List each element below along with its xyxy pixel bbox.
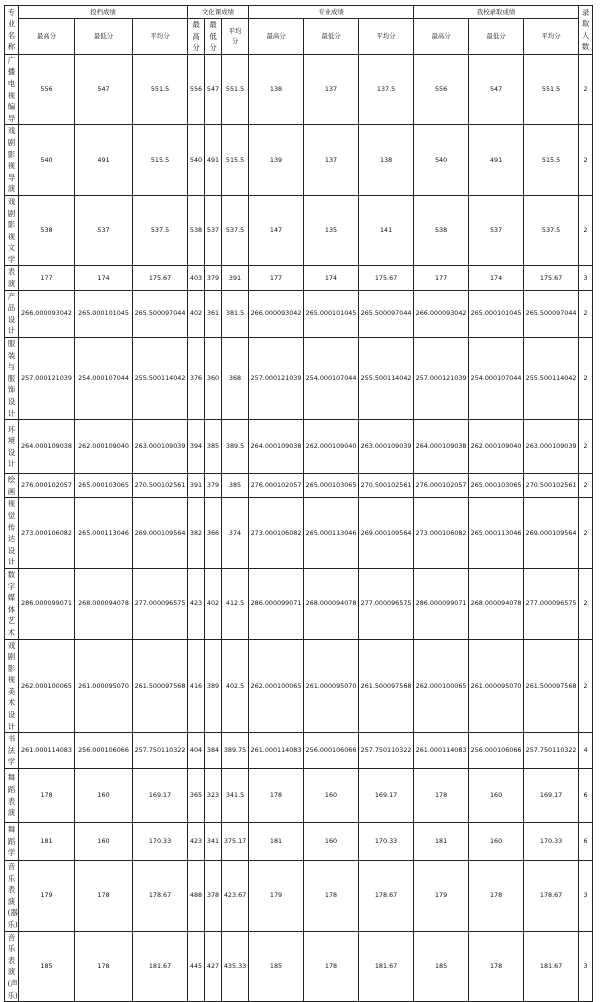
table-row <box>5 290 593 337</box>
wenhua-min-cell: 323 <box>205 769 222 823</box>
luqu-min-cell: 491 <box>469 125 524 196</box>
toudang-min-cell: 256.000106066 <box>75 733 133 769</box>
luqu-max-cell: 540 <box>414 125 469 196</box>
enroll-count-cell: 2 <box>579 420 593 474</box>
toudang-avg-cell: 265.500097044 <box>133 290 188 337</box>
toudang-avg-cell: 277.000096575 <box>133 568 188 639</box>
toudang-max-cell: 276.000102057 <box>19 474 75 498</box>
zhuanye-group-header: 专业成绩 <box>249 6 414 19</box>
wenhua-avg-cell: 551.5 <box>222 54 249 125</box>
luqu-max-cell: 178 <box>414 769 469 823</box>
zhuanye-max-cell: 147 <box>249 195 304 266</box>
luqu-group-header: 我校录取成绩 <box>414 6 579 19</box>
toudang-avg-cell: 169.17 <box>133 769 188 823</box>
luqu-avg-cell: 269.000109564 <box>524 498 579 569</box>
enroll-count-cell: 2 <box>579 568 593 639</box>
score-table-body <box>5 54 593 1001</box>
luqu-avg-cell: 270.500102561 <box>524 474 579 498</box>
luqu-max-cell: 257.000121039 <box>414 338 469 420</box>
luqu-avg-cell: 263.000109039 <box>524 420 579 474</box>
toudang-avg-cell: 261.500097568 <box>133 639 188 733</box>
enroll-count-cell: 2 <box>579 125 593 196</box>
table-row <box>5 474 593 498</box>
luqu-min-cell: 174 <box>469 266 524 290</box>
zhuanye-min-cell: 268.000094078 <box>304 568 359 639</box>
luqu-max-cell: 179 <box>414 861 469 932</box>
toudang-max-cell: 540 <box>19 125 75 196</box>
enroll-count-cell: 6 <box>579 769 593 823</box>
wenhua-min-cell: 360 <box>205 338 222 420</box>
luqu-avg-cell: 175.67 <box>524 266 579 290</box>
table-row <box>5 568 593 639</box>
enroll-count-cell: 2 <box>579 338 593 420</box>
zhuanye-avg-cell: 270.500102561 <box>359 474 414 498</box>
wenhua-max-cell: 402 <box>188 290 205 337</box>
zhuanye-avg-cell: 269.000109564 <box>359 498 414 569</box>
enroll-count-cell: 2 <box>579 54 593 125</box>
toudang-avg-cell: 181.67 <box>133 931 188 1002</box>
zhuanye-avg-cell: 257.750110322 <box>359 733 414 769</box>
toudang-max-cell: 257.000121039 <box>19 338 75 420</box>
luqu-max-cell: 264.000109038 <box>414 420 469 474</box>
wenhua-avg-cell: 537.5 <box>222 195 249 266</box>
toudang-min-cell: 160 <box>75 823 133 861</box>
enroll-count-cell: 2 <box>579 474 593 498</box>
zhuanye-avg-cell: 137.5 <box>359 54 414 125</box>
luqu-min-cell: 265.000113046 <box>469 498 524 569</box>
luqu-avg-cell: 170.33 <box>524 823 579 861</box>
luqu-avg-cell: 181.67 <box>524 931 579 1002</box>
toudang-avg-cell: 269.000109564 <box>133 498 188 569</box>
wenhua-max-cell: 391 <box>188 474 205 498</box>
wenhua-min-cell: 361 <box>205 290 222 337</box>
wenhua-min-header: 最低分 <box>205 19 222 55</box>
toudang-max-cell: 266.000093042 <box>19 290 75 337</box>
luqu-min-cell: 268.000094078 <box>469 568 524 639</box>
zhuanye-avg-cell: 178.67 <box>359 861 414 932</box>
toudang-min-header: 最低分 <box>75 19 133 55</box>
luqu-min-cell: 265.000103065 <box>469 474 524 498</box>
luqu-max-header: 最高分 <box>414 19 469 55</box>
wenhua-min-cell: 402 <box>205 568 222 639</box>
major-name-cell: 舞蹈学 <box>5 823 19 861</box>
toudang-min-cell: 261.000095070 <box>75 639 133 733</box>
wenhua-max-cell: 382 <box>188 498 205 569</box>
luqu-avg-cell: 255.500114042 <box>524 338 579 420</box>
score-table-container <box>4 5 593 1002</box>
table-row <box>5 338 593 420</box>
zhuanye-min-cell: 254.000107044 <box>304 338 359 420</box>
enroll-count-cell: 2 <box>579 639 593 733</box>
toudang-max-cell: 262.000100065 <box>19 639 75 733</box>
luqu-min-cell: 265.000101045 <box>469 290 524 337</box>
luqu-avg-cell: 515.5 <box>524 125 579 196</box>
wenhua-max-cell: 403 <box>188 266 205 290</box>
luqu-max-cell: 276.000102057 <box>414 474 469 498</box>
luqu-max-cell: 556 <box>414 54 469 125</box>
luqu-min-cell: 537 <box>469 195 524 266</box>
luqu-min-cell: 254.000107044 <box>469 338 524 420</box>
enroll-count-cell: 3 <box>579 861 593 932</box>
wenhua-min-cell: 379 <box>205 474 222 498</box>
wenhua-min-cell: 491 <box>205 125 222 196</box>
toudang-avg-cell: 537.5 <box>133 195 188 266</box>
wenhua-avg-header: 平均分 <box>222 19 249 55</box>
zhuanye-avg-cell: 261.500097568 <box>359 639 414 733</box>
zhuanye-min-cell: 262.000109040 <box>304 420 359 474</box>
luqu-min-cell: 256.000106066 <box>469 733 524 769</box>
wenhua-max-cell: 445 <box>188 931 205 1002</box>
zhuanye-min-cell: 178 <box>304 861 359 932</box>
major-name-cell: 环境设计 <box>5 420 19 474</box>
major-name-cell: 表演 <box>5 266 19 290</box>
wenhua-max-cell: 404 <box>188 733 205 769</box>
zhuanye-max-cell: 177 <box>249 266 304 290</box>
toudang-min-cell: 265.000103065 <box>75 474 133 498</box>
wenhua-avg-cell: 374 <box>222 498 249 569</box>
luqu-avg-cell: 261.500097568 <box>524 639 579 733</box>
toudang-max-cell: 179 <box>19 861 75 932</box>
luqu-min-cell: 547 <box>469 54 524 125</box>
toudang-max-cell: 264.000109038 <box>19 420 75 474</box>
enroll-count-cell: 2 <box>579 290 593 337</box>
table-row <box>5 195 593 266</box>
zhuanye-max-cell: 276.000102057 <box>249 474 304 498</box>
wenhua-avg-cell: 368 <box>222 338 249 420</box>
toudang-avg-cell: 270.500102561 <box>133 474 188 498</box>
zhuanye-max-cell: 179 <box>249 861 304 932</box>
table-row <box>5 498 593 569</box>
wenhua-max-cell: 540 <box>188 125 205 196</box>
zhuanye-min-cell: 160 <box>304 823 359 861</box>
table-row <box>5 125 593 196</box>
zhuanye-max-cell: 264.000109038 <box>249 420 304 474</box>
admission-score-table <box>4 5 593 1002</box>
table-row <box>5 769 593 823</box>
toudang-min-cell: 547 <box>75 54 133 125</box>
wenhua-avg-cell: 435.33 <box>222 931 249 1002</box>
toudang-avg-cell: 263.000109039 <box>133 420 188 474</box>
luqu-min-cell: 261.000095070 <box>469 639 524 733</box>
wenhua-min-cell: 378 <box>205 861 222 932</box>
major-name-cell: 产品设计 <box>5 290 19 337</box>
toudang-max-cell: 273.000106082 <box>19 498 75 569</box>
major-name-cell: 戏剧影视导演 <box>5 125 19 196</box>
toudang-avg-cell: 175.67 <box>133 266 188 290</box>
enroll-count-cell: 2 <box>579 195 593 266</box>
toudang-max-cell: 286.000099071 <box>19 568 75 639</box>
zhuanye-max-cell: 257.000121039 <box>249 338 304 420</box>
enroll-count-cell: 6 <box>579 823 593 861</box>
toudang-avg-cell: 257.750110322 <box>133 733 188 769</box>
enroll-count-header: 录取人数 <box>579 6 593 55</box>
toudang-avg-cell: 255.500114042 <box>133 338 188 420</box>
zhuanye-min-cell: 137 <box>304 125 359 196</box>
luqu-max-cell: 273.000106082 <box>414 498 469 569</box>
wenhua-max-cell: 376 <box>188 338 205 420</box>
zhuanye-min-cell: 265.000101045 <box>304 290 359 337</box>
wenhua-avg-cell: 515.5 <box>222 125 249 196</box>
toudang-avg-cell: 551.5 <box>133 54 188 125</box>
luqu-avg-cell: 551.5 <box>524 54 579 125</box>
zhuanye-avg-cell: 169.17 <box>359 769 414 823</box>
zhuanye-max-cell: 138 <box>249 54 304 125</box>
zhuanye-avg-cell: 175.67 <box>359 266 414 290</box>
wenhua-min-cell: 389 <box>205 639 222 733</box>
luqu-max-cell: 181 <box>414 823 469 861</box>
zhuanye-max-header: 最高分 <box>249 19 304 55</box>
zhuanye-min-cell: 261.000095070 <box>304 639 359 733</box>
luqu-max-cell: 177 <box>414 266 469 290</box>
wenhua-group-header: 文化课成绩 <box>188 6 249 19</box>
zhuanye-avg-header: 平均分 <box>359 19 414 55</box>
luqu-avg-cell: 265.500097044 <box>524 290 579 337</box>
toudang-avg-cell: 178.67 <box>133 861 188 932</box>
toudang-avg-cell: 515.5 <box>133 125 188 196</box>
wenhua-avg-cell: 341.5 <box>222 769 249 823</box>
luqu-max-cell: 262.000100065 <box>414 639 469 733</box>
zhuanye-min-cell: 174 <box>304 266 359 290</box>
zhuanye-avg-cell: 141 <box>359 195 414 266</box>
zhuanye-min-cell: 137 <box>304 54 359 125</box>
table-row <box>5 931 593 1002</box>
toudang-min-cell: 537 <box>75 195 133 266</box>
wenhua-min-cell: 427 <box>205 931 222 1002</box>
wenhua-min-cell: 366 <box>205 498 222 569</box>
zhuanye-avg-cell: 170.33 <box>359 823 414 861</box>
table-row <box>5 861 593 932</box>
zhuanye-avg-cell: 255.500114042 <box>359 338 414 420</box>
wenhua-avg-cell: 375.17 <box>222 823 249 861</box>
toudang-max-cell: 181 <box>19 823 75 861</box>
table-row <box>5 639 593 733</box>
major-name-cell: 服装与服饰设计 <box>5 338 19 420</box>
zhuanye-max-cell: 262.000100065 <box>249 639 304 733</box>
wenhua-avg-cell: 402.5 <box>222 639 249 733</box>
zhuanye-avg-cell: 277.000096575 <box>359 568 414 639</box>
wenhua-avg-cell: 423.67 <box>222 861 249 932</box>
wenhua-avg-cell: 381.5 <box>222 290 249 337</box>
luqu-min-header: 最低分 <box>469 19 524 55</box>
zhuanye-max-cell: 139 <box>249 125 304 196</box>
luqu-max-cell: 266.000093042 <box>414 290 469 337</box>
wenhua-max-cell: 538 <box>188 195 205 266</box>
luqu-min-cell: 160 <box>469 769 524 823</box>
luqu-avg-cell: 537.5 <box>524 195 579 266</box>
table-row <box>5 266 593 290</box>
toudang-min-cell: 491 <box>75 125 133 196</box>
table-row <box>5 54 593 125</box>
zhuanye-max-cell: 261.000114083 <box>249 733 304 769</box>
toudang-max-cell: 178 <box>19 769 75 823</box>
wenhua-min-cell: 341 <box>205 823 222 861</box>
zhuanye-max-cell: 178 <box>249 769 304 823</box>
toudang-min-cell: 178 <box>75 931 133 1002</box>
zhuanye-max-cell: 181 <box>249 823 304 861</box>
wenhua-max-cell: 423 <box>188 568 205 639</box>
luqu-min-cell: 262.000109040 <box>469 420 524 474</box>
major-name-cell: 广播电视编导 <box>5 54 19 125</box>
zhuanye-min-header: 最低分 <box>304 19 359 55</box>
toudang-avg-cell: 170.33 <box>133 823 188 861</box>
table-row <box>5 420 593 474</box>
wenhua-avg-cell: 389.5 <box>222 420 249 474</box>
toudang-max-cell: 185 <box>19 931 75 1002</box>
zhuanye-avg-cell: 181.67 <box>359 931 414 1002</box>
wenhua-max-header: 最高分 <box>188 19 205 55</box>
wenhua-max-cell: 365 <box>188 769 205 823</box>
wenhua-min-cell: 537 <box>205 195 222 266</box>
luqu-min-cell: 160 <box>469 823 524 861</box>
toudang-max-header: 最高分 <box>19 19 75 55</box>
wenhua-min-cell: 385 <box>205 420 222 474</box>
enroll-count-cell: 3 <box>579 266 593 290</box>
table-row <box>5 823 593 861</box>
luqu-avg-header: 平均分 <box>524 19 579 55</box>
luqu-min-cell: 178 <box>469 861 524 932</box>
major-name-cell: 数字媒体艺术 <box>5 568 19 639</box>
zhuanye-max-cell: 286.000099071 <box>249 568 304 639</box>
wenhua-avg-cell: 385 <box>222 474 249 498</box>
zhuanye-min-cell: 178 <box>304 931 359 1002</box>
table-row <box>5 733 593 769</box>
major-name-cell: 戏剧影视文学 <box>5 195 19 266</box>
major-name-cell: 视觉传达设计 <box>5 498 19 569</box>
toudang-min-cell: 178 <box>75 861 133 932</box>
toudang-max-cell: 177 <box>19 266 75 290</box>
enroll-count-cell: 4 <box>579 733 593 769</box>
luqu-avg-cell: 178.67 <box>524 861 579 932</box>
luqu-avg-cell: 277.000096575 <box>524 568 579 639</box>
zhuanye-avg-cell: 138 <box>359 125 414 196</box>
wenhua-max-cell: 556 <box>188 54 205 125</box>
major-name-cell: 绘画 <box>5 474 19 498</box>
wenhua-avg-cell: 391 <box>222 266 249 290</box>
major-name-cell: 书法学 <box>5 733 19 769</box>
wenhua-min-cell: 547 <box>205 54 222 125</box>
enroll-count-cell: 3 <box>579 931 593 1002</box>
luqu-avg-cell: 169.17 <box>524 769 579 823</box>
toudang-min-cell: 265.000113046 <box>75 498 133 569</box>
toudang-avg-header: 平均分 <box>133 19 188 55</box>
wenhua-max-cell: 488 <box>188 861 205 932</box>
zhuanye-max-cell: 273.000106082 <box>249 498 304 569</box>
major-header: 专业名称 <box>5 6 19 55</box>
zhuanye-min-cell: 160 <box>304 769 359 823</box>
wenhua-avg-cell: 412.5 <box>222 568 249 639</box>
major-name-cell: 戏剧影视美术设计 <box>5 639 19 733</box>
toudang-min-cell: 254.000107044 <box>75 338 133 420</box>
luqu-max-cell: 185 <box>414 931 469 1002</box>
luqu-avg-cell: 257.750110322 <box>524 733 579 769</box>
zhuanye-min-cell: 135 <box>304 195 359 266</box>
toudang-max-cell: 261.000114083 <box>19 733 75 769</box>
zhuanye-min-cell: 256.000106066 <box>304 733 359 769</box>
zhuanye-max-cell: 266.000093042 <box>249 290 304 337</box>
luqu-max-cell: 538 <box>414 195 469 266</box>
luqu-min-cell: 178 <box>469 931 524 1002</box>
enroll-count-cell: 2 <box>579 498 593 569</box>
toudang-min-cell: 160 <box>75 769 133 823</box>
wenhua-max-cell: 394 <box>188 420 205 474</box>
major-name-cell: 音乐表演(声乐) <box>5 931 19 1002</box>
zhuanye-max-cell: 185 <box>249 931 304 1002</box>
wenhua-avg-cell: 389.75 <box>222 733 249 769</box>
zhuanye-min-cell: 265.000103065 <box>304 474 359 498</box>
toudang-max-cell: 556 <box>19 54 75 125</box>
major-name-cell: 舞蹈表演 <box>5 769 19 823</box>
toudang-min-cell: 174 <box>75 266 133 290</box>
zhuanye-min-cell: 265.000113046 <box>304 498 359 569</box>
toudang-group-header: 投档成绩 <box>19 6 188 19</box>
wenhua-min-cell: 379 <box>205 266 222 290</box>
zhuanye-avg-cell: 265.500097044 <box>359 290 414 337</box>
toudang-max-cell: 538 <box>19 195 75 266</box>
luqu-max-cell: 261.000114083 <box>414 733 469 769</box>
toudang-min-cell: 262.000109040 <box>75 420 133 474</box>
wenhua-max-cell: 423 <box>188 823 205 861</box>
luqu-max-cell: 286.000099071 <box>414 568 469 639</box>
toudang-min-cell: 268.000094078 <box>75 568 133 639</box>
zhuanye-avg-cell: 263.000109039 <box>359 420 414 474</box>
wenhua-min-cell: 384 <box>205 733 222 769</box>
major-name-cell: 音乐表演(器乐) <box>5 861 19 932</box>
toudang-min-cell: 265.000101045 <box>75 290 133 337</box>
wenhua-max-cell: 416 <box>188 639 205 733</box>
